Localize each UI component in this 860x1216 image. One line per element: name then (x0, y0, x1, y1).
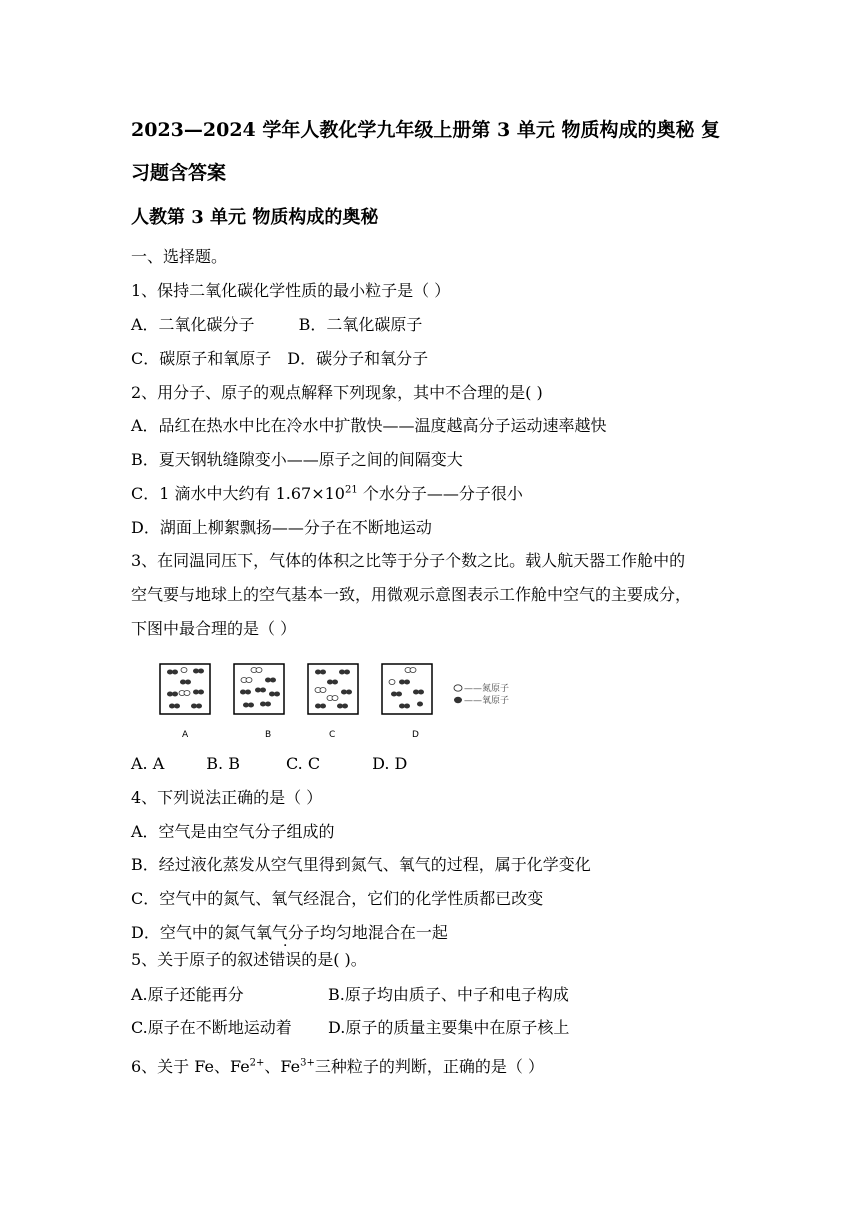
figure-box-a (160, 664, 210, 714)
q2-option-c-text-end: 个水分子——分子很小 (357, 484, 523, 503)
q5-option-a: A.原子还能再分 (131, 985, 244, 1004)
q1-stem: 1、保持二氧化碳化学性质的最小粒子是（ ） (131, 281, 451, 300)
figure-label-a: A (182, 730, 189, 740)
oxygen-atom-icon (454, 697, 462, 703)
doc-title-line-1: 2023—2024 学年人教化学九年级上册第 3 单元 物质构成的奥秘 复 (131, 119, 721, 141)
q2-option-c (131, 484, 523, 504)
q4-option-b: B．经过液化蒸发从空气里得到氮气、氧气的过程，属于化学变化 (131, 855, 591, 874)
q3-stem-line-2: 空气要与地球上的空气基本一致，用微观示意图表示工作舱中空气的主要成分， (131, 585, 692, 604)
q4-option-a: A．空气是由空气分子组成的 (131, 822, 335, 841)
unit-heading: 人教第 3 单元 物质构成的奥秘 (131, 207, 379, 228)
q1-options-row-1 (131, 315, 422, 335)
q2-option-d: D．湖面上柳絮飘扬——分子在不断地运动 (131, 518, 432, 537)
q5-options-row-2 (131, 1018, 569, 1038)
q3-stem-line-1: 3、在同温同压下，气体的体积之比等于分子个数之比。载人航天器工作舱中的 (131, 551, 686, 570)
figure-label-c: C (329, 730, 336, 740)
q3-option-a: A. A (131, 754, 165, 773)
q5-options-row-1 (131, 985, 569, 1005)
q5-stem-emphasis: 错误 (269, 950, 302, 969)
q6-stem-end: 三种粒子的判断，正确的是（ ） (314, 1057, 544, 1076)
legend-nitrogen-label: ——氮原子 (464, 684, 510, 694)
q4-option-d: D．空气中的氮气氧气分子均匀地混合在一起 (131, 923, 448, 942)
q3-option-c: C. C (285, 754, 321, 773)
q5-option-b: B.原子均由质子、中子和电子构成 (328, 985, 569, 1004)
figure-box-d (382, 664, 432, 714)
q2-stem: 2、用分子、原子的观点解释下列现象，其中不合理的是( ) (131, 383, 543, 402)
q6-stem (131, 1057, 544, 1077)
q2-option-c-text: C．1 滴水中大约有 1.67×10 (131, 484, 345, 503)
q6-charge-3plus: 3+ (300, 1057, 315, 1069)
q5-option-c: C.原子在不断地运动着 (131, 1018, 292, 1037)
q1-option-b: B．二氧化碳原子 (298, 315, 423, 334)
q3-option-b: B. B (206, 754, 240, 773)
q1-option-c: C．碳原子和氧原子 (131, 349, 272, 368)
legend-oxygen-label: ——氧原子 (464, 696, 510, 706)
q4-option-c: C．空气中的氮气、氧气经混合，它们的化学性质都已改变 (131, 889, 544, 908)
q3-options-row (131, 754, 407, 774)
q3-stem-line-3: 下图中最合理的是（ ） (131, 619, 297, 638)
q1-option-d: D．碳分子和氧分子 (287, 349, 429, 368)
nitrogen-atom-icon (454, 685, 462, 691)
figure-legend (454, 682, 509, 706)
q4-stem: 4、下列说法正确的是（ ） (131, 788, 323, 807)
figure-label-b: B (265, 730, 272, 740)
q5-option-d: D.原子的质量主要集中在原子核上 (328, 1018, 570, 1037)
section-heading: 一、选择题。 (131, 247, 228, 266)
q1-option-a: A．二氧化碳分子 (131, 315, 255, 334)
q2-option-a: A．品红在热水中比在冷水中扩散快——温度越高分子运动速率越快 (131, 416, 607, 435)
q6-stem-middle: 、Fe (264, 1057, 301, 1076)
figure-label-d: D (412, 730, 419, 740)
q2-option-c-exponent: 21 (345, 484, 358, 496)
q1-options-row-2 (131, 349, 428, 369)
q3-molecule-figure (158, 660, 524, 750)
q5-stem-start: 5、关于原子的叙述 (131, 950, 270, 969)
doc-title-line-2: 习题含答案 (131, 162, 227, 184)
q3-option-d: D. D (372, 754, 408, 773)
q6-charge-2plus: 2+ (249, 1057, 265, 1069)
q2-option-b: B．夏天钢轨缝隙变小——原子之间的间隔变大 (131, 450, 463, 469)
q6-stem-start: 6、关于 Fe、Fe (131, 1057, 250, 1076)
figure-box-c (308, 664, 358, 714)
q5-stem (131, 950, 367, 970)
figure-box-b (234, 664, 284, 714)
q5-stem-end: 的是( )。 (301, 950, 367, 969)
